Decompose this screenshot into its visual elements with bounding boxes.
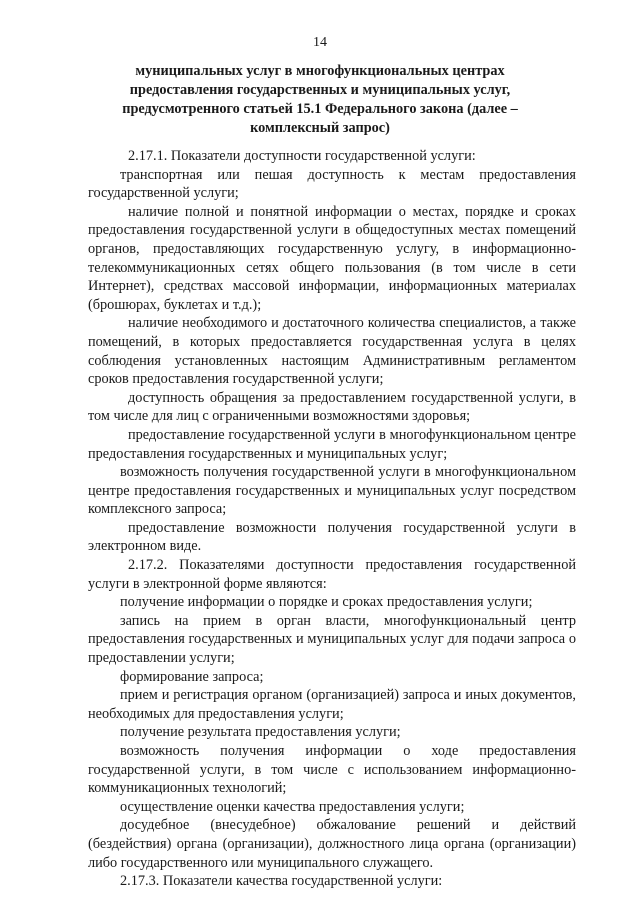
paragraph: наличие необходимого и достаточного количества специалистов, а также помещений, в которых предоставляется государственная услуга в целях соблюдения установленных настоящим Административным регламентом сроков предоставления государственной услуги; <box>88 315 576 388</box>
heading-line: предусмотренного статьей 15.1 Федерального закона (далее – <box>122 101 518 117</box>
heading-line: комплексный запрос) <box>250 120 390 136</box>
paragraph: прием и регистрация органом (организацией) запроса и иных документов, необходимых для предоставления услуги; <box>88 687 576 722</box>
heading-line: муниципальных услуг в многофункциональных центрах <box>135 63 505 79</box>
document-body <box>88 147 576 891</box>
section-heading <box>120 62 520 138</box>
paragraph: запись на прием в орган власти, многофункциональный центр предоставления государственных и муниципальных услуг для подачи запроса о предоставлении услуги; <box>88 612 576 667</box>
paragraph-2-17-3: 2.17.3. Показатели качества государственной услуги: <box>120 873 443 890</box>
paragraph: получение информации о порядке и сроках предоставления услуги; <box>120 594 533 611</box>
paragraph: наличие полной и понятной информации о местах, порядке и сроках предоставления государственной услуги в общедоступных местах помещений органов, предоставляющих государственную услугу, в информационно-телекоммуникационных сетях общего пользования (в том числе в сети Интернет), средствах массовой информации, информационных материалах (брошюрах, буклетах и т.д.); <box>88 203 576 313</box>
heading-line: предоставления государственных и муниципальных услуг, <box>129 82 511 98</box>
paragraph: возможность получения государственной услуги в многофункциональном центре предоставления государственных и муниципальных услуг посредством комплексного запроса; <box>88 464 576 518</box>
paragraph: транспортная или пешая доступность к местам предоставления государственной услуги; <box>88 166 576 202</box>
paragraph: возможность получения информации о ходе предоставления государственной услуги, в том числе с использованием информационно-коммуникационных технологий; <box>88 743 576 797</box>
paragraph-2-17-1: 2.17.1. Показатели доступности государственной услуги: <box>128 148 476 164</box>
paragraph: предоставление государственной услуги в многофункциональном центре предоставления государственных и муниципальных услуг; <box>88 426 576 462</box>
paragraph: осуществление оценки качества предоставления услуги; <box>120 798 465 815</box>
paragraph: предоставление возможности получения государственной услуги в электронном виде. <box>88 519 576 555</box>
page-number: 14 <box>313 35 327 50</box>
paragraph-2-17-2: 2.17.2. Показателями доступности предоставления государственной услуги в электронной форме являются: <box>88 557 576 592</box>
paragraph: получение результата предоставления услуги; <box>120 724 401 741</box>
paragraph: доступность обращения за предоставлением государственной услуги, в том числе для лиц с ограниченными возможностями здоровья; <box>88 389 576 425</box>
paragraph: формирование запроса; <box>120 668 264 685</box>
paragraph: досудебное (внесудебное) обжалование решений и действий (бездействия) органа (организации), должностного лица органа (организации) либо государственного или муниципального служащего. <box>88 817 576 871</box>
